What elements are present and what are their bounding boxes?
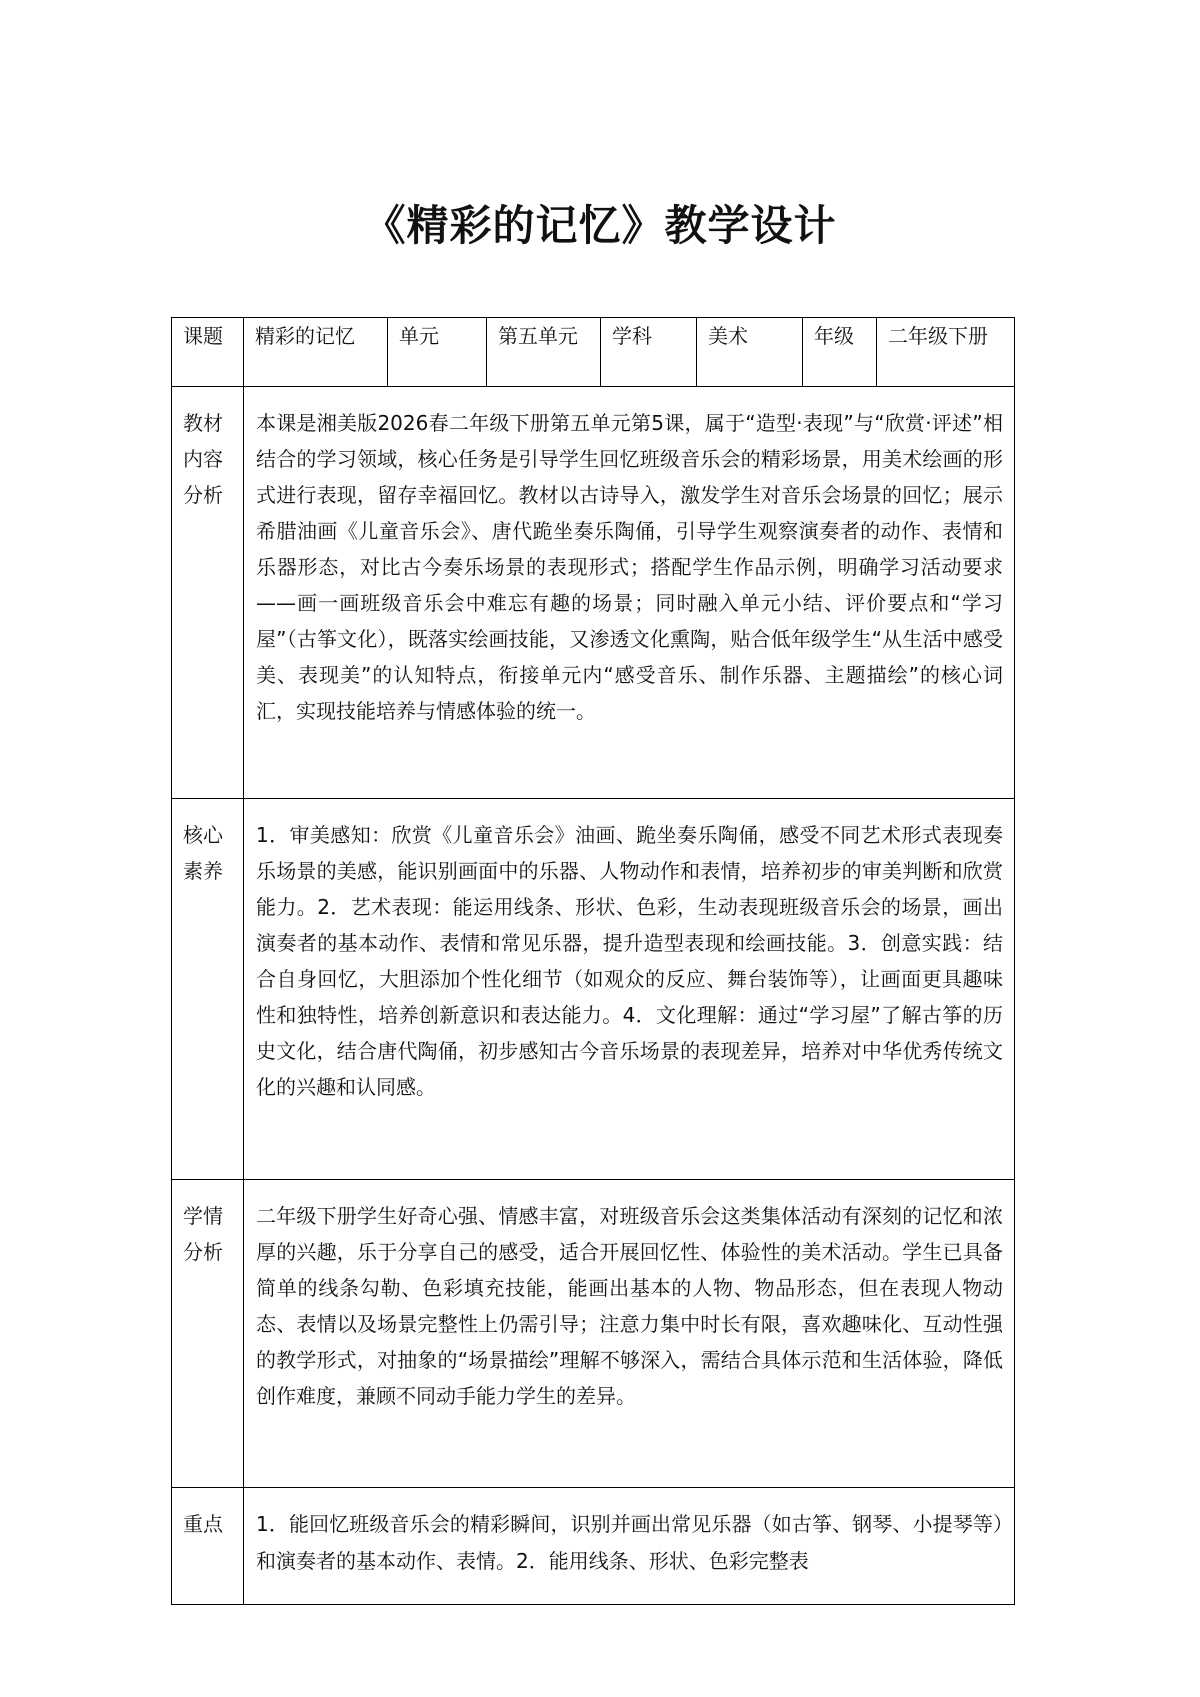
lesson-label: 课题 <box>172 318 244 387</box>
core-literacy-content: 1．审美感知：欣赏《儿童音乐会》油画、跪坐奏乐陶俑，感受不同艺术形式表现奏乐场景的美感，能识别画面中的乐器、人物动作和表情，培养初步的审美判断和欣赏能力。2．艺术表现：能运用线条、形状、色彩，生动表现班级音乐会的场景，画出演奏者的基本动作、表情和常见乐器，提升造型表现和绘画技能。3．创意实践：结合自身回忆，大胆添加个性化细节（如观众的反应、舞台装饰等），让画面更具趣味性和独特性，培养创新意识和表达能力。4．文化理解：通过“学习屋”了解古筝的历史文化，结合唐代陶俑，初步感知古今音乐场景的表现差异，培养对中华优秀传统文化的兴趣和认同感。 <box>244 799 1015 1180</box>
material-analysis-label: 教材内容分析 <box>172 387 244 799</box>
core-literacy-label: 核心素养 <box>172 799 244 1180</box>
key-points-content: 1．能回忆班级音乐会的精彩瞬间，识别并画出常见乐器（如古筝、钢琴、小提琴等）和演奏者的基本动作、表情。2．能用线条、形状、色彩完整表 <box>244 1488 1015 1605</box>
header-row <box>172 318 1015 387</box>
subject-value: 美术 <box>697 318 803 387</box>
key-points-label: 重点 <box>172 1488 244 1605</box>
core-literacy-row <box>172 799 1015 1180</box>
student-analysis-content: 二年级下册学生好奇心强、情感丰富，对班级音乐会这类集体活动有深刻的记忆和浓厚的兴趣，乐于分享自己的感受，适合开展回忆性、体验性的美术活动。学生已具备简单的线条勾勒、色彩填充技能，能画出基本的人物、物品形态，但在表现人物动态、表情以及场景完整性上仍需引导；注意力集中时长有限，喜欢趣味化、互动性强的教学形式，对抽象的“场景描绘”理解不够深入，需结合具体示范和生活体验，降低创作难度，兼顾不同动手能力学生的差异。 <box>244 1180 1015 1488</box>
unit-label: 单元 <box>388 318 487 387</box>
material-analysis-content: 本课是湘美版2026春二年级下册第五单元第5课，属于“造型·表现”与“欣赏·评述”相结合的学习领域，核心任务是引导学生回忆班级音乐会的精彩场景，用美术绘画的形式进行表现，留存幸福回忆。教材以古诗导入，激发学生对音乐会场景的回忆；展示希腊油画《儿童音乐会》、唐代跪坐奏乐陶俑，引导学生观察演奏者的动作、表情和乐器形态，对比古今奏乐场景的表现形式；搭配学生作品示例，明确学习活动要求——画一画班级音乐会中难忘有趣的场景；同时融入单元小结、评价要点和“学习屋”（古筝文化），既落实绘画技能，又渗透文化熏陶，贴合低年级学生“从生活中感受美、表现美”的认知特点，衔接单元内“感受音乐、制作乐器、主题描绘”的核心词汇，实现技能培养与情感体验的统一。 <box>244 387 1015 799</box>
unit-value: 第五单元 <box>487 318 601 387</box>
document-title: 《精彩的记忆》教学设计 <box>363 201 837 250</box>
grade-label: 年级 <box>803 318 877 387</box>
student-analysis-row <box>172 1180 1015 1488</box>
student-analysis-label: 学情分析 <box>172 1180 244 1488</box>
grade-value: 二年级下册 <box>877 318 1015 387</box>
subject-label: 学科 <box>601 318 697 387</box>
lesson-plan-table <box>171 317 1015 1605</box>
lesson-value: 精彩的记忆 <box>244 318 388 387</box>
material-analysis-row <box>172 387 1015 799</box>
key-points-row <box>172 1488 1015 1605</box>
